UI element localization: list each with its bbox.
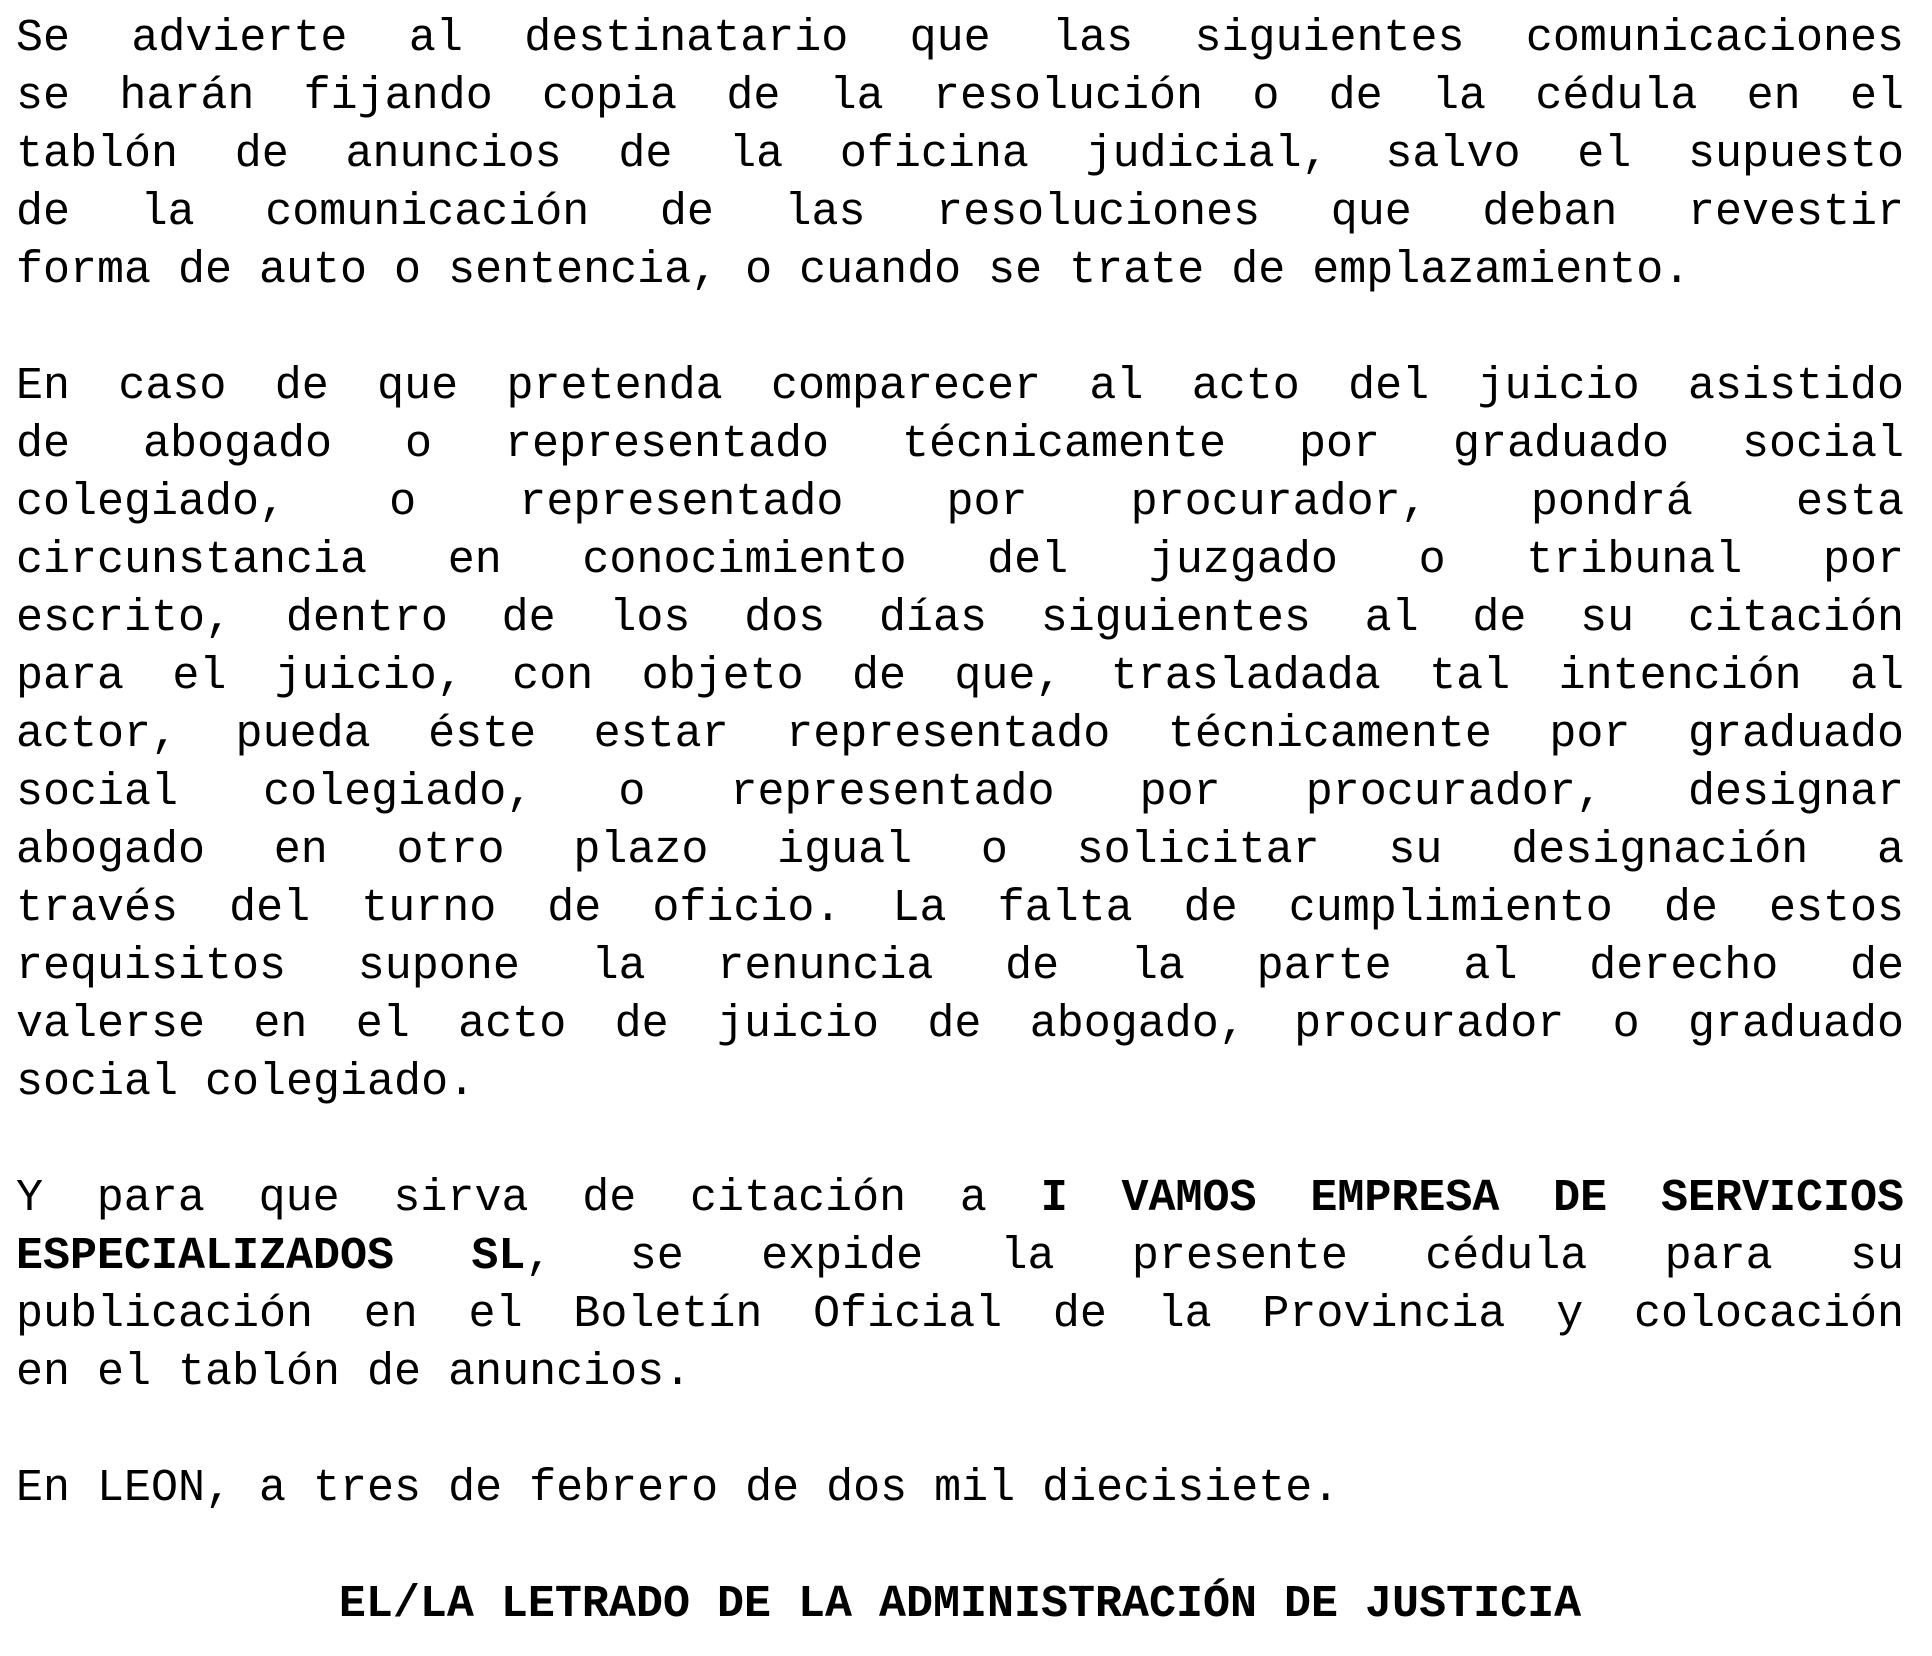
text-line (16, 1344, 1904, 1402)
text-segment: requisitos supone la renuncia de la parte al derecho de (16, 941, 1904, 992)
text-segment: de abogado o representado técnicamente por graduado social (16, 419, 1904, 470)
text-line (16, 126, 1904, 184)
text-line (16, 68, 1904, 126)
paragraph-fecha-lugar (16, 1460, 1904, 1518)
text-segment: En caso de que pretenda comparecer al acto del juicio asistido (16, 361, 1904, 412)
text-segment: través del turno de oficio. La falta de cumplimiento de estos (16, 883, 1904, 934)
bold-text-segment: EL/LA LETRADO DE LA ADMINISTRACIÓN DE JUSTICIA (338, 1579, 1582, 1630)
text-line (16, 358, 1904, 416)
document-body (16, 10, 1904, 1634)
paragraph-citacion-empresa (16, 1170, 1904, 1402)
text-line (16, 590, 1904, 648)
text-line (16, 996, 1904, 1054)
bold-text-segment: I VAMOS EMPRESA DE SERVICIOS (1040, 1173, 1904, 1224)
closing-signature-title (16, 1576, 1904, 1634)
paragraph-comparecencia-representacion (16, 358, 1904, 1112)
text-line (16, 764, 1904, 822)
text-line (16, 184, 1904, 242)
text-segment: de la comunicación de las resoluciones que deban revestir (16, 187, 1904, 238)
text-segment: publicación en el Boletín Oficial de la Provincia y colocación (16, 1289, 1904, 1340)
text-line (16, 822, 1904, 880)
text-segment: actor, pueda éste estar representado técnicamente por graduado (16, 709, 1904, 760)
text-segment: abogado en otro plazo igual o solicitar su designación a (16, 825, 1904, 876)
text-segment: colegiado, o representado por procurador, pondrá esta (16, 477, 1904, 528)
text-line (16, 10, 1904, 68)
text-line (16, 706, 1904, 764)
text-segment: escrito, dentro de los dos días siguientes al de su citación (16, 593, 1904, 644)
text-segment: circunstancia en conocimiento del juzgado o tribunal por (16, 535, 1904, 586)
text-line (16, 1460, 1904, 1518)
text-segment: valerse en el acto de juicio de abogado, procurador o graduado (16, 999, 1904, 1050)
text-segment: forma de auto o sentencia, o cuando se trate de emplazamiento. (16, 245, 1691, 296)
text-line (16, 242, 1904, 300)
text-segment: Y para que sirva de citación a (16, 1173, 1041, 1224)
text-line (16, 1576, 1904, 1634)
text-segment: social colegiado. (16, 1057, 476, 1108)
text-line (16, 938, 1904, 996)
text-segment: En LEON, a tres de febrero de dos mil diecisiete. (16, 1463, 1340, 1514)
text-segment: se harán fijando copia de la resolución o de la cédula en el (16, 71, 1904, 122)
text-segment: para el juicio, con objeto de que, trasladada tal intención al (16, 651, 1904, 702)
text-line (16, 416, 1904, 474)
text-line (16, 532, 1904, 590)
text-line (16, 1228, 1904, 1286)
text-line (16, 880, 1904, 938)
text-segment: en el tablón de anuncios. (16, 1347, 692, 1398)
text-line (16, 1054, 1904, 1112)
text-segment: Se advierte al destinatario que las siguientes comunicaciones (16, 13, 1904, 64)
text-line (16, 1170, 1904, 1228)
paragraph-advertencia-comunicaciones (16, 10, 1904, 300)
text-segment: tablón de anuncios de la oficina judicial, salvo el supuesto (16, 129, 1904, 180)
text-line (16, 474, 1904, 532)
text-segment: social colegiado, o representado por procurador, designar (16, 767, 1904, 818)
text-line (16, 648, 1904, 706)
bold-text-segment: ESPECIALIZADOS SL (16, 1231, 526, 1282)
text-segment: , se expide la presente cédula para su (525, 1231, 1904, 1282)
text-line (16, 1286, 1904, 1344)
